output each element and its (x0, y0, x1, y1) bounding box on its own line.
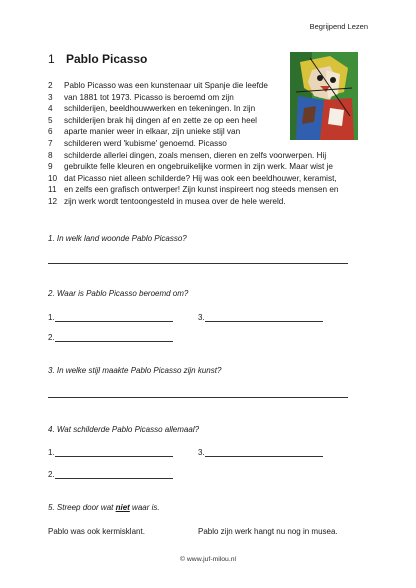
answer-label: 2. (48, 470, 55, 479)
answer-label: 2. (48, 333, 55, 342)
answer-label: 1. (48, 448, 55, 457)
header-label: Begrijpend Lezen (309, 22, 368, 31)
answer-line-q3[interactable] (48, 397, 348, 398)
answer-line-q1[interactable] (48, 263, 348, 264)
text-line (48, 150, 368, 162)
page-title: Pablo Picasso (66, 52, 148, 66)
question-5 (48, 503, 160, 512)
reading-text (48, 80, 368, 208)
answer-blank[interactable] (55, 313, 173, 322)
line-number: 12 (48, 196, 58, 206)
answer-blank[interactable] (55, 470, 173, 479)
text-line (48, 173, 368, 185)
line-text: schilderde allerlei dingen, zoals mensen, dieren en zelfs voorwerpen. Hij (64, 150, 327, 160)
line-text: schilderijen, beeldhouwwerken en tekeningen. In zijn (64, 104, 256, 114)
text-line (48, 196, 368, 208)
text-line (48, 138, 368, 150)
question-4: 4. Wat schilderde Pablo Picasso allemaal? (48, 425, 200, 434)
statement-right[interactable]: Pablo zijn werk hangt nu nog in musea. (198, 527, 338, 536)
line-number: 9 (48, 162, 53, 172)
line-text: dat Picasso niet alleen schilderde? Hij was ook een beeldhouwer, keramist, (64, 173, 337, 183)
line-number: 11 (48, 185, 57, 195)
statement-left[interactable]: Pablo was ook kermisklant. (48, 527, 145, 536)
answer-q4-3 (198, 448, 323, 457)
answer-blank[interactable] (55, 448, 173, 457)
answer-blank[interactable] (55, 333, 173, 342)
answer-q4-2 (48, 470, 173, 479)
question-1: 1. In welk land woonde Pablo Picasso? (48, 234, 187, 243)
answer-q2-2 (48, 333, 173, 342)
line-number: 2 (48, 81, 53, 90)
text-line (48, 92, 368, 104)
question-5-emphasis: niet (115, 503, 130, 512)
answer-label: 3. (198, 313, 205, 322)
text-line (48, 126, 368, 138)
line-text: van 1881 tot 1973. Picasso is beroemd om zijn (64, 92, 234, 102)
answer-q2-3 (198, 313, 323, 322)
line-number: 4 (48, 104, 53, 114)
line-text: schilderen werd 'kubisme' genoemd. Picasso (64, 138, 227, 148)
answer-q4-1 (48, 448, 173, 457)
question-3: 3. In welke stijl maakte Pablo Picasso zijn kunst? (48, 366, 222, 375)
text-line (48, 103, 368, 115)
line-text: schilderijen brak hij dingen af en zette ze op een heel (64, 115, 257, 125)
question-2: 2. Waar is Pablo Picasso beroemd om? (48, 289, 189, 298)
text-line (48, 184, 368, 196)
line-text: gebruikte felle kleuren en ongebruikelijke vormen in zijn werk. Maar wist je (64, 162, 333, 172)
line-number: 7 (48, 138, 53, 148)
text-line (48, 80, 368, 92)
question-5-text-end: waar is. (129, 503, 160, 512)
answer-blank[interactable] (205, 313, 323, 322)
line-number: 8 (48, 150, 53, 160)
text-line (48, 115, 368, 127)
title-row (48, 52, 147, 66)
answer-blank[interactable] (205, 448, 323, 457)
answer-label: 3. (198, 448, 205, 457)
text-line (48, 161, 368, 173)
line-number: 6 (48, 127, 53, 137)
answer-label: 1. (48, 313, 55, 322)
line-number: 10 (48, 173, 58, 183)
line-text: en zelfs een grafisch ontwerper! Zijn kunst inspireert nog steeds mensen en (64, 185, 339, 195)
question-5-text: 5. Streep door wat (48, 503, 116, 512)
line-text: Pablo Picasso was een kunstenaar uit Spanje die leefde (64, 81, 268, 90)
line-number: 5 (48, 115, 53, 125)
line-text: aparte manier weer in elkaar, zijn unieke stijl van (64, 127, 241, 137)
line-text: zijn werk wordt tentoongesteld in musea over de hele wereld. (64, 196, 286, 206)
title-number: 1 (48, 52, 55, 66)
footer-credit: © www.juf-milou.nl (180, 556, 236, 563)
line-number: 3 (48, 92, 53, 102)
answer-q2-1 (48, 313, 173, 322)
